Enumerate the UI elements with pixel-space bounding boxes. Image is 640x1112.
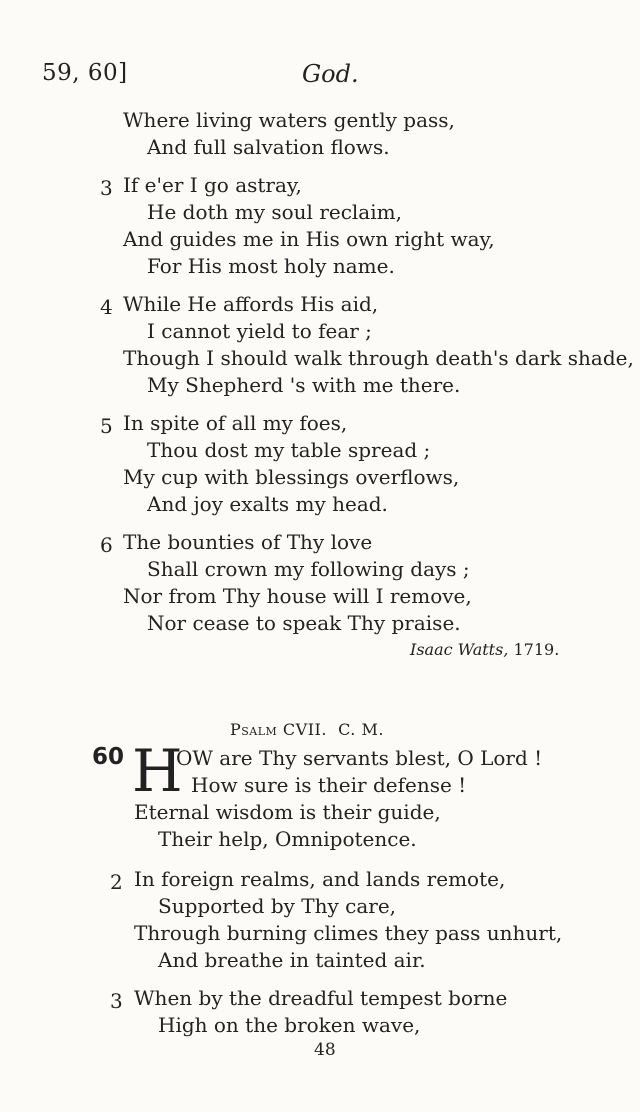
- verse-line: In foreign realms, and lands remote,: [134, 867, 506, 891]
- drop-cap: H: [132, 737, 183, 805]
- meter-label: C. M.: [338, 720, 384, 739]
- verse-line: My cup with blessings overflows,: [123, 465, 460, 489]
- stanza-number: 2: [110, 870, 123, 894]
- verse-line: He doth my soul reclaim,: [147, 200, 402, 224]
- verse-line: Where living waters gently pass,: [123, 108, 455, 132]
- verse-line: Shall crown my following days ;: [147, 557, 470, 581]
- stanza-number: 4: [100, 295, 113, 319]
- verse-line: Supported by Thy care,: [158, 894, 397, 918]
- header-title: God.: [302, 60, 359, 88]
- psalm-label: Psalm CVII.: [230, 720, 327, 739]
- verse-line: Nor cease to speak Thy praise.: [147, 611, 461, 635]
- stanza-number: 3: [110, 989, 123, 1013]
- author-name: Isaac Watts,: [410, 640, 509, 659]
- verse-line: My Shepherd 's with me there.: [147, 373, 461, 397]
- verse-line: Thou dost my table spread ;: [147, 438, 431, 462]
- verse-line: For His most holy name.: [147, 254, 395, 278]
- verse-line: Nor from Thy house will I remove,: [123, 584, 472, 608]
- stanza-number: 3: [100, 176, 113, 200]
- verse-line: In spite of all my foes,: [123, 411, 348, 435]
- hymn-number: 60: [92, 744, 125, 770]
- stanza-number: 5: [100, 414, 113, 438]
- verse-line: And full salvation flows.: [147, 135, 390, 159]
- verse-line: Eternal wisdom is their guide,: [134, 800, 441, 824]
- verse-line: High on the broken wave,: [158, 1013, 421, 1037]
- verse-line: Though I should walk through death's dark shade,: [123, 346, 634, 370]
- verse-line: The bounties of Thy love: [123, 530, 373, 554]
- verse-line: How sure is their defense !: [191, 773, 467, 797]
- stanza-number: 6: [100, 533, 113, 557]
- author-year: 1719.: [513, 640, 560, 659]
- verse-line: Through burning climes they pass unhurt,: [134, 921, 563, 945]
- verse-line: I cannot yield to fear ;: [147, 319, 372, 343]
- verse-line: If e'er I go astray,: [123, 173, 302, 197]
- verse-line: OW are Thy servants blest, O Lord !: [176, 746, 543, 770]
- verse-line: And breathe in tainted air.: [158, 948, 426, 972]
- page-number: 48: [314, 1040, 336, 1060]
- verse-line: While He affords His aid,: [123, 292, 379, 316]
- psalm-heading: [230, 720, 384, 739]
- verse-line: When by the dreadful tempest borne: [134, 986, 508, 1010]
- verse-line: Their help, Omnipotence.: [158, 827, 417, 851]
- verse-line: And guides me in His own right way,: [123, 227, 495, 251]
- author-credit: [410, 640, 559, 659]
- verse-line: And joy exalts my head.: [147, 492, 388, 516]
- header-hymn-numbers: 59, 60]: [42, 60, 128, 86]
